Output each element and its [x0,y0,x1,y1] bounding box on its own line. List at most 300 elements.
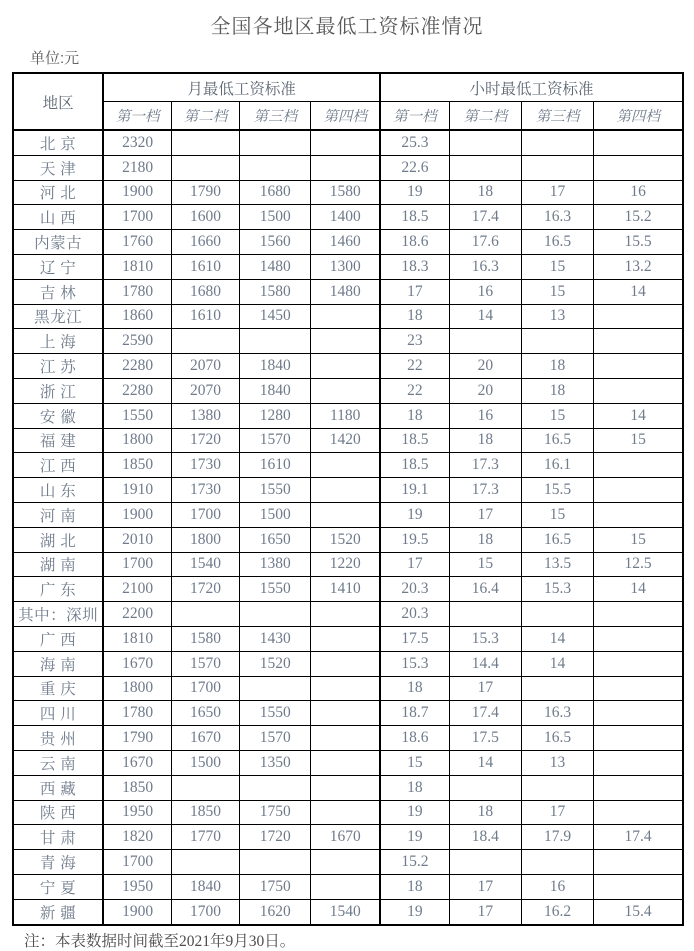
region-cell: 贵 州 [13,726,103,751]
monthly-tier1-cell: 1810 [103,626,171,651]
hourly-tier3-cell: 15 [521,254,593,279]
monthly-tier2-cell: 1730 [171,478,239,503]
hourly-tier2-cell: 17.5 [449,726,521,751]
hourly-tier3-cell: 15.5 [521,478,593,503]
region-cell: 天 津 [13,155,103,180]
hourly-tier2-cell: 18 [449,428,521,453]
monthly-tier1-cell: 1700 [103,205,171,230]
hourly-tier3-cell [521,775,593,800]
page-title: 全国各地区最低工资标准情况 [210,16,484,38]
hourly-tier3-cell: 15.3 [521,577,593,602]
monthly-tier4-cell: 1480 [311,279,380,304]
monthly-tier3-cell: 1520 [240,651,311,676]
monthly-tier4-cell [311,155,380,180]
region-cell: 江 苏 [13,354,103,379]
region-cell: 海 南 [13,651,103,676]
region-cell: 河 北 [13,180,103,205]
monthly-tier3-cell: 1560 [240,230,311,255]
hourly-tier1-cell: 25.3 [380,130,449,155]
monthly-tier4-cell: 1180 [311,403,380,428]
monthly-tier3-cell [240,602,311,627]
region-cell: 辽 宁 [13,254,103,279]
hourly-tier3-cell: 17 [521,180,593,205]
hourly-tier3-cell [521,602,593,627]
table-row [13,428,683,453]
hourly-tier4-cell: 15.2 [594,205,683,230]
hourly-tier2-cell [449,850,521,875]
monthly-tier1-cell: 1850 [103,775,171,800]
monthly-tier1-cell: 1950 [103,800,171,825]
table-row [13,329,683,354]
hourly-tier4-cell [594,329,683,354]
hourly-tier1-cell: 18.7 [380,701,449,726]
hourly-tier3-cell [521,676,593,701]
region-cell: 内蒙古 [13,230,103,255]
hourly-tier4-cell: 14 [594,403,683,428]
monthly-tier2-cell [171,130,239,155]
monthly-tier4-cell [311,478,380,503]
monthly-tier1-cell: 1850 [103,453,171,478]
monthly-tier4-header: 第四档 [311,102,380,131]
hourly-tier4-cell [594,453,683,478]
table-row [13,577,683,602]
monthly-tier2-cell: 1800 [171,527,239,552]
monthly-tier1-cell: 1700 [103,850,171,875]
monthly-tier4-cell [311,850,380,875]
hourly-tier3-cell [521,329,593,354]
region-cell: 吉 林 [13,279,103,304]
hourly-tier1-cell: 20.3 [380,577,449,602]
monthly-tier2-cell: 1700 [171,502,239,527]
hourly-tier3-cell: 17 [521,800,593,825]
region-cell: 陕 西 [13,800,103,825]
hourly-tier1-cell: 19 [380,825,449,850]
hourly-tier3-cell: 17.9 [521,825,593,850]
hourly-tier2-cell [449,155,521,180]
monthly-tier4-cell [311,354,380,379]
monthly-tier4-cell: 1220 [311,552,380,577]
monthly-tier2-cell: 1700 [171,899,239,924]
hourly-tier3-header: 第三档 [521,102,593,131]
monthly-tier3-cell: 1840 [240,354,311,379]
monthly-tier3-header: 第三档 [240,102,311,131]
monthly-tier1-cell: 1670 [103,651,171,676]
monthly-tier2-cell: 1840 [171,874,239,899]
hourly-tier3-cell: 16.5 [521,527,593,552]
hourly-tier3-cell [521,850,593,875]
hourly-tier1-cell: 15.3 [380,651,449,676]
monthly-tier4-cell [311,502,380,527]
table-row [13,775,683,800]
table-row [13,453,683,478]
hourly-tier1-cell: 17 [380,552,449,577]
monthly-tier4-cell [311,676,380,701]
monthly-tier2-cell [171,775,239,800]
hourly-tier1-cell: 18 [380,676,449,701]
monthly-tier3-cell: 1500 [240,502,311,527]
monthly-tier3-cell: 1550 [240,577,311,602]
table-row [13,155,683,180]
monthly-tier3-cell: 1620 [240,899,311,924]
hourly-tier4-cell [594,155,683,180]
hourly-tier2-cell: 15.3 [449,626,521,651]
monthly-tier3-cell: 1720 [240,825,311,850]
hourly-tier4-cell [594,478,683,503]
hourly-tier2-cell: 17.4 [449,701,521,726]
hourly-tier1-cell: 19.5 [380,527,449,552]
table-row [13,279,683,304]
monthly-tier1-cell: 1820 [103,825,171,850]
hourly-tier4-cell [594,304,683,329]
table-row [13,626,683,651]
table-row [13,726,683,751]
monthly-group-header: 月最低工资标准 [103,73,380,102]
monthly-tier3-cell: 1430 [240,626,311,651]
table-row [13,750,683,775]
region-cell: 湖 北 [13,527,103,552]
hourly-tier3-cell: 16 [521,874,593,899]
hourly-tier2-header: 第二档 [449,102,521,131]
region-cell: 广 西 [13,626,103,651]
hourly-tier4-cell: 14 [594,577,683,602]
hourly-tier2-cell: 17.6 [449,230,521,255]
monthly-tier1-cell: 2320 [103,130,171,155]
monthly-tier3-cell: 1570 [240,428,311,453]
monthly-tier4-cell: 1420 [311,428,380,453]
monthly-tier3-cell: 1380 [240,552,311,577]
monthly-tier2-cell: 1500 [171,750,239,775]
hourly-tier2-cell [449,130,521,155]
table-row [13,825,683,850]
hourly-tier2-cell: 14.4 [449,651,521,676]
monthly-tier4-cell [311,750,380,775]
region-cell: 新 疆 [13,899,103,924]
table-row [13,602,683,627]
hourly-tier1-cell: 18 [380,304,449,329]
hourly-tier3-cell: 18 [521,378,593,403]
hourly-tier1-header: 第一档 [380,102,449,131]
monthly-tier3-cell: 1550 [240,478,311,503]
monthly-tier2-cell: 1850 [171,800,239,825]
table-row [13,378,683,403]
monthly-tier1-cell: 2280 [103,354,171,379]
monthly-tier2-cell: 1650 [171,701,239,726]
hourly-tier3-cell: 16.1 [521,453,593,478]
hourly-tier1-cell: 17 [380,279,449,304]
region-cell: 甘 肃 [13,825,103,850]
hourly-tier4-cell [594,602,683,627]
hourly-tier1-cell: 18.5 [380,453,449,478]
hourly-tier4-cell [594,775,683,800]
hourly-tier2-cell: 20 [449,354,521,379]
hourly-tier3-cell: 13 [521,750,593,775]
monthly-tier3-cell: 1480 [240,254,311,279]
hourly-tier4-cell [594,800,683,825]
monthly-tier4-cell [311,775,380,800]
monthly-tier1-cell: 2280 [103,378,171,403]
hourly-tier2-cell: 18 [449,180,521,205]
hourly-tier2-cell: 16 [449,403,521,428]
hourly-tier3-cell: 15 [521,502,593,527]
hourly-tier4-cell: 17.4 [594,825,683,850]
monthly-tier1-cell: 1780 [103,701,171,726]
hourly-tier2-cell: 14 [449,304,521,329]
hourly-tier4-cell [594,726,683,751]
monthly-tier4-cell [311,602,380,627]
monthly-tier4-cell [311,378,380,403]
monthly-tier4-cell [311,701,380,726]
monthly-tier4-cell [311,329,380,354]
hourly-tier2-cell: 17 [449,874,521,899]
hourly-tier1-cell: 18.6 [380,726,449,751]
monthly-tier1-cell: 1950 [103,874,171,899]
hourly-tier2-cell: 20 [449,378,521,403]
monthly-tier2-cell: 2070 [171,378,239,403]
monthly-tier2-cell: 2070 [171,354,239,379]
monthly-tier1-cell: 1860 [103,304,171,329]
hourly-tier1-cell: 23 [380,329,449,354]
hourly-tier4-cell: 16 [594,180,683,205]
monthly-tier2-cell: 1660 [171,230,239,255]
monthly-tier3-cell: 1350 [240,750,311,775]
monthly-tier2-cell: 1790 [171,180,239,205]
monthly-tier2-cell: 1380 [171,403,239,428]
region-cell: 浙 江 [13,378,103,403]
hourly-tier4-cell: 15.5 [594,230,683,255]
monthly-tier1-cell: 1760 [103,230,171,255]
monthly-tier1-cell: 2180 [103,155,171,180]
region-cell: 湖 南 [13,552,103,577]
region-cell: 山 西 [13,205,103,230]
table-row [13,651,683,676]
region-cell: 四 川 [13,701,103,726]
hourly-tier2-cell: 17.3 [449,453,521,478]
region-cell: 福 建 [13,428,103,453]
hourly-tier1-cell: 18 [380,775,449,800]
table-row [13,254,683,279]
region-cell: 山 东 [13,478,103,503]
monthly-tier4-cell [311,626,380,651]
hourly-tier3-cell: 13.5 [521,552,593,577]
monthly-tier2-cell: 1610 [171,254,239,279]
monthly-tier1-cell: 1900 [103,502,171,527]
hourly-tier3-cell: 16.3 [521,701,593,726]
monthly-tier4-cell: 1300 [311,254,380,279]
hourly-tier1-cell: 19 [380,180,449,205]
table-row [13,874,683,899]
monthly-tier2-cell: 1720 [171,428,239,453]
region-cell: 安 徽 [13,403,103,428]
hourly-tier3-cell: 15 [521,403,593,428]
hourly-tier1-cell: 18.6 [380,230,449,255]
table-row [13,230,683,255]
monthly-tier2-cell: 1680 [171,279,239,304]
hourly-tier3-cell: 14 [521,626,593,651]
monthly-tier4-cell [311,304,380,329]
hourly-tier1-cell: 18 [380,403,449,428]
monthly-tier4-cell: 1400 [311,205,380,230]
hourly-tier4-cell: 15 [594,428,683,453]
hourly-tier2-cell: 15 [449,552,521,577]
hourly-tier2-cell: 16.4 [449,577,521,602]
monthly-tier3-cell [240,155,311,180]
hourly-tier1-cell: 17.5 [380,626,449,651]
monthly-tier1-cell: 1700 [103,552,171,577]
monthly-tier1-cell: 2100 [103,577,171,602]
hourly-tier4-cell [594,701,683,726]
hourly-tier2-cell [449,329,521,354]
region-cell: 江 西 [13,453,103,478]
region-cell: 黑龙江 [13,304,103,329]
monthly-tier1-cell: 1800 [103,676,171,701]
region-cell: 重 庆 [13,676,103,701]
hourly-tier1-cell: 18.3 [380,254,449,279]
hourly-tier2-cell: 14 [449,750,521,775]
monthly-tier1-cell: 2200 [103,602,171,627]
table-row [13,552,683,577]
footnote: 注：本表数据时间截至2021年9月30日。 [24,932,296,950]
monthly-tier2-cell: 1720 [171,577,239,602]
unit-label: 单位:元 [30,50,80,67]
monthly-tier3-cell: 1450 [240,304,311,329]
region-cell: 青 海 [13,850,103,875]
monthly-tier1-cell: 1800 [103,428,171,453]
region-column-header: 地区 [13,73,103,130]
monthly-tier4-cell [311,651,380,676]
monthly-tier3-cell [240,676,311,701]
monthly-tier2-cell: 1770 [171,825,239,850]
hourly-tier4-cell [594,676,683,701]
region-cell: 宁 夏 [13,874,103,899]
table-row [13,502,683,527]
table-row [13,354,683,379]
hourly-tier4-cell [594,502,683,527]
monthly-tier1-cell: 1670 [103,750,171,775]
table-row [13,701,683,726]
table-row [13,403,683,428]
monthly-tier2-cell: 1670 [171,726,239,751]
wage-table-body [13,130,683,925]
region-cell: 云 南 [13,750,103,775]
monthly-tier4-cell [311,130,380,155]
hourly-tier1-cell: 20.3 [380,602,449,627]
monthly-tier1-header: 第一档 [103,102,171,131]
hourly-tier3-cell: 18 [521,354,593,379]
monthly-tier2-cell: 1580 [171,626,239,651]
hourly-tier4-cell [594,626,683,651]
monthly-tier4-cell: 1540 [311,899,380,924]
region-cell: 西 藏 [13,775,103,800]
monthly-tier1-cell: 1910 [103,478,171,503]
monthly-tier4-cell: 1460 [311,230,380,255]
table-row [13,850,683,875]
hourly-tier3-cell: 16.3 [521,205,593,230]
hourly-tier1-cell: 19 [380,800,449,825]
monthly-tier4-cell: 1520 [311,527,380,552]
monthly-tier3-cell: 1580 [240,279,311,304]
monthly-tier3-cell: 1550 [240,701,311,726]
monthly-tier1-cell: 1550 [103,403,171,428]
monthly-tier3-cell: 1750 [240,874,311,899]
region-cell: 北 京 [13,130,103,155]
hourly-tier4-cell [594,874,683,899]
hourly-tier2-cell: 17 [449,899,521,924]
monthly-tier2-cell [171,850,239,875]
hourly-tier2-cell: 17.4 [449,205,521,230]
table-row [13,205,683,230]
table-row [13,800,683,825]
hourly-tier1-cell: 22.6 [380,155,449,180]
hourly-tier2-cell [449,602,521,627]
monthly-tier1-cell: 1900 [103,180,171,205]
monthly-tier1-cell: 1780 [103,279,171,304]
monthly-tier3-cell: 1650 [240,527,311,552]
monthly-tier1-cell: 2010 [103,527,171,552]
region-cell: 上 海 [13,329,103,354]
monthly-tier3-cell [240,329,311,354]
hourly-tier2-cell [449,775,521,800]
monthly-tier3-cell: 1500 [240,205,311,230]
monthly-tier2-cell: 1600 [171,205,239,230]
monthly-tier1-cell: 1790 [103,726,171,751]
monthly-tier2-cell: 1570 [171,651,239,676]
monthly-tier2-cell: 1700 [171,676,239,701]
hourly-tier3-cell [521,130,593,155]
monthly-tier3-cell: 1610 [240,453,311,478]
monthly-tier3-cell: 1680 [240,180,311,205]
monthly-tier2-header: 第二档 [171,102,239,131]
monthly-tier2-cell [171,602,239,627]
hourly-tier1-cell: 19.1 [380,478,449,503]
hourly-tier1-cell: 22 [380,378,449,403]
monthly-tier2-cell: 1610 [171,304,239,329]
hourly-tier4-cell: 12.5 [594,552,683,577]
hourly-tier4-cell: 15 [594,527,683,552]
hourly-tier1-cell: 15 [380,750,449,775]
monthly-tier3-cell [240,130,311,155]
hourly-tier3-cell: 15 [521,279,593,304]
monthly-tier3-cell: 1280 [240,403,311,428]
hourly-tier3-cell: 16.5 [521,230,593,255]
hourly-tier4-cell [594,354,683,379]
hourly-tier2-cell: 17 [449,676,521,701]
monthly-tier4-cell [311,726,380,751]
monthly-tier4-cell: 1670 [311,825,380,850]
table-row [13,130,683,155]
monthly-tier3-cell: 1570 [240,726,311,751]
region-cell: 河 南 [13,502,103,527]
monthly-tier1-cell: 1810 [103,254,171,279]
hourly-tier4-cell [594,750,683,775]
hourly-tier2-cell: 16 [449,279,521,304]
monthly-tier3-cell: 1840 [240,378,311,403]
hourly-group-header: 小时最低工资标准 [380,73,683,102]
hourly-tier4-cell [594,130,683,155]
table-row [13,676,683,701]
table-row [13,478,683,503]
hourly-tier1-cell: 19 [380,899,449,924]
monthly-tier4-cell [311,874,380,899]
hourly-tier1-cell: 19 [380,502,449,527]
hourly-tier3-cell: 14 [521,651,593,676]
monthly-tier4-cell: 1410 [311,577,380,602]
hourly-tier1-cell: 18.5 [380,428,449,453]
hourly-tier3-cell [521,155,593,180]
hourly-tier2-cell: 16.3 [449,254,521,279]
hourly-tier4-cell [594,378,683,403]
monthly-tier4-cell [311,453,380,478]
hourly-tier3-cell: 16.5 [521,726,593,751]
